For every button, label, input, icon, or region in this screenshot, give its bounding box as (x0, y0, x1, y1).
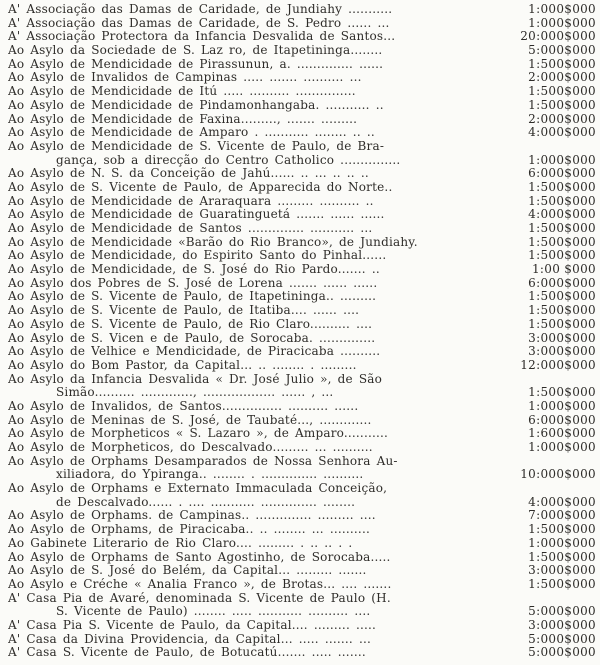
entry-amount: 1:500$000 (528, 385, 596, 400)
entry-amount: 1:000$000 (528, 152, 596, 167)
entry-amount: 1:00 $000 (531, 262, 596, 277)
ledger-row (8, 509, 596, 523)
ledger-row (8, 551, 596, 565)
entry-amount: 1:500$000 (528, 303, 596, 318)
entry-description: Ao Asylo da Infancia Desvalida « Dr. José Julio », de São (8, 372, 383, 386)
entry-amount: 4:000$000 (528, 207, 596, 222)
entry-amount: 5:000$000 (528, 43, 596, 58)
entry-description: Ao Asylo de S. Vicen e de Paulo, de Sorocaba. .............. (8, 331, 376, 345)
entry-description: Ao Asylo de Mendicidade de Pirassunun, a. .............. ...... (8, 57, 384, 71)
entry-description: A' Associação das Damas de Caridade, de S. Pedro ...... ... (8, 16, 390, 30)
entry-amount: 1:500$000 (528, 84, 596, 99)
entry-amount: 1:500$000 (528, 97, 596, 112)
ledger-row (8, 359, 596, 373)
entry-description: A' Associação das Damas de Caridade, de Jundiahy ........... (8, 3, 393, 16)
ledger-row (8, 208, 596, 222)
entry-description: Ao Asylo dos Pobres de S. José de Lorena ....... ...... ...... (8, 276, 378, 290)
entry-amount: 1:500$000 (528, 248, 596, 263)
entry-description: Ao Asylo de Orphams, de Piracicaba.. .. ........ ... .......... (8, 523, 370, 537)
ledger-row (8, 318, 596, 332)
ledger-row (8, 222, 596, 236)
ledger-row (8, 468, 596, 482)
ledger-row (8, 345, 596, 359)
ledger-row (8, 605, 596, 619)
entry-description: Ao Asylo de S. Vicente de Paulo, de Itatiba.... ...... .... (8, 304, 360, 318)
entry-amount: 1:500$000 (528, 56, 596, 71)
entry-description: A' Associação Protectora da Infancia Desvalida de Santos... (8, 30, 396, 44)
entry-description: A' Casa da Divina Providencia, da Capital... ..... ....... ... (8, 632, 371, 646)
ledger-row (8, 263, 596, 277)
ledger-row (8, 400, 596, 414)
ledger-row (8, 3, 596, 17)
entry-amount: 1:000$000 (528, 440, 596, 454)
entry-amount: 1:500$000 (528, 221, 596, 235)
ledger-row (8, 455, 596, 469)
entries-list (8, 3, 596, 660)
entry-description: A' Casa Pia S. Vicente de Paulo, da Capital.... ......... ..... (8, 618, 377, 632)
ledger-row (8, 44, 596, 58)
entry-description: A' Casa Pia de Avaré, denominada S. Vicente de Paulo (H. (8, 591, 391, 605)
ledger-row (8, 578, 596, 592)
entry-amount: 1:000$000 (528, 535, 596, 550)
ledger-row (8, 17, 596, 31)
ledger-row (8, 277, 596, 291)
entry-description: Ao Asylo de Mendicidade de S. Vicente de Paulo, de Bra- (8, 139, 385, 153)
entry-description: Ao Asylo de Orphams. de Campinas.. .............. ......... .... (8, 509, 376, 523)
entry-description: Ao Gabinete Literario de Rio Claro.... ......... . .. .. . . (8, 536, 353, 550)
ledger-row (8, 482, 596, 496)
entry-description: de Descalvado...... . .... ........... .............. ........ (56, 495, 356, 509)
entry-description: Ao Asylo de Mendicidade, de S. José do Rio Pardo....... .. (8, 263, 380, 277)
ledger-row (8, 386, 596, 400)
ledger-row (8, 154, 596, 168)
entry-amount: 6:000$000 (528, 275, 596, 290)
entry-description: Ao Asylo e Créche « Analia Franco », de Brotas... .... ....... (8, 577, 392, 591)
ledger-row (8, 290, 596, 304)
entry-description: Ao Asylo de Mendicidade de Itú ..... .......... ............... (8, 85, 356, 99)
ledger-row (8, 537, 596, 551)
ledger-row (8, 373, 596, 387)
ledger-row (8, 85, 596, 99)
entry-description: Ao Asylo de Orphams Desamparados de Nossa Senhora Au- (8, 454, 398, 468)
ledger-row (8, 414, 596, 428)
entry-description: xiliadora, do Ypiranga.. ........ . .............. .......... (56, 468, 364, 482)
ledger-row (8, 71, 596, 85)
entry-amount: 3:000$000 (528, 344, 596, 359)
entry-amount: 1:500$000 (528, 549, 596, 564)
entry-amount: 6:000$000 (528, 166, 596, 181)
entry-amount: 1:000$000 (528, 398, 596, 413)
entry-amount: 3:000$000 (528, 617, 596, 632)
ledger-row (8, 30, 596, 44)
entry-description: Ao Asylo de N. S. da Conceição de Jahú...... .. ... .. .. .. (8, 167, 369, 181)
entry-description: Ao Asylo de S. Vicente de Paulo, de Itapetininga.. ......... (8, 290, 377, 304)
entry-amount: 1:500$000 (528, 179, 596, 194)
entry-description: Ao Asylo de Mendicidade de Pindamonhangaba. ........... .. (8, 98, 384, 112)
entry-amount: 12:000$000 (520, 357, 596, 372)
entry-amount: 5:000$000 (528, 631, 596, 646)
entry-description: Ao Asylo de S. Vicente de Paulo, de Apparecida do Norte.. (8, 180, 393, 194)
ledger-row (8, 99, 596, 113)
entry-description: Ao Asylo de Orphams e Externato Immaculada Conceição, (8, 482, 388, 496)
ledger-row (8, 496, 596, 510)
entry-description: S. Vicente de Paulo) ........ ..... ........... .......... .... (56, 605, 371, 619)
ledger-row (8, 441, 596, 455)
entry-description: Ao Asylo de Mendicidade «Barão do Rio Branco», de Jundiahy. (8, 235, 418, 249)
ledger-row (8, 113, 596, 127)
entry-amount: 4:000$000 (528, 494, 596, 509)
ledger-row (8, 140, 596, 154)
entry-amount: 3:000$000 (528, 330, 596, 345)
ledger-row (8, 427, 596, 441)
entry-description: Simão.......... ............., .................. ...... , ... (56, 386, 334, 400)
entry-description: Ao Asylo do Bom Pastor, da Capital... .. ........ . ......... (8, 358, 357, 372)
entry-amount: 1:500$000 (528, 522, 596, 537)
ledger-row (8, 619, 596, 633)
ledger-row (8, 181, 596, 195)
entry-description: gança, sob a direcção do Centro Catholico ............... (56, 153, 401, 167)
entry-amount: 1:500$000 (528, 289, 596, 304)
entry-description: Ao Asylo de Invalidos de Campinas ..... ....... .......... ... (8, 71, 362, 85)
ledger-row (8, 304, 596, 318)
entry-description: Ao Asylo de Orphams de Santo Agostinho, de Sorocaba..... (8, 550, 391, 564)
ledger-row (8, 195, 596, 209)
entry-amount: 1:500$000 (528, 316, 596, 331)
ledger-row (8, 523, 596, 537)
entry-amount: 1:000$000 (528, 15, 596, 30)
entry-amount: 1:500$000 (528, 576, 596, 591)
entry-description: Ao Asylo de Mendicidade de Faxina........., ....... ......... (8, 112, 358, 126)
entry-amount: 3:000$000 (528, 563, 596, 578)
entry-description: Ao Asylo da Sociedade de S. Laz ro, de Itapetininga........ (8, 44, 383, 58)
entry-description: Ao Asylo de Morpheticos, do Descalvado......... ... .......... (8, 441, 373, 454)
ledger-row (8, 236, 596, 250)
entry-description: Ao Asylo de Meninas de S. José, de Taubaté..., ............. (8, 413, 372, 427)
entry-description: Ao Asylo de Mendicidade de Araraquara ......... .......... .. (8, 194, 374, 208)
entry-amount: 2:000$000 (528, 111, 596, 126)
ledger-row (8, 167, 596, 181)
entry-amount: 5:000$000 (528, 604, 596, 619)
entry-description: Ao Asylo de Morpheticos « S. Lazaro », de Amparo........... (8, 427, 389, 441)
entry-description: Ao Asylo de Mendicidade de Amparo . ........... ........ .. .. (8, 126, 375, 140)
entry-amount: 1:500$000 (528, 234, 596, 249)
entry-amount: 1:000$000 (528, 2, 596, 16)
entry-description: Ao Asylo de Invalidos, de Santos............... .......... ...... (8, 399, 359, 413)
ledger-row (8, 249, 596, 263)
entry-amount: 4:000$000 (528, 125, 596, 140)
ledger-row (8, 633, 596, 647)
ledger-row (8, 646, 596, 660)
entry-amount: 2:000$000 (528, 70, 596, 85)
entry-description: Ao Asylo de S. José do Belém, da Capital... ......... ....... (8, 564, 367, 578)
ledger-row (8, 58, 596, 72)
entry-description: Ao Asylo de Mendicidade de Guaratinguetá ....... ...... ...... (8, 208, 385, 222)
entry-amount: 10:000$000 (520, 467, 596, 482)
ledger-row (8, 332, 596, 346)
entry-amount: 1:500$000 (528, 193, 596, 208)
entry-description: Ao Asylo de Mendicidade, do Espirito Santo do Pinhal...... (8, 249, 387, 263)
entry-description: Ao Asylo de Velhice e Mendicidade, de Piracicaba .......... (8, 345, 381, 359)
entry-description: Ao Asylo de S. Vicente de Paulo, de Rio Claro.......... .... (8, 317, 373, 331)
ledger-row (8, 592, 596, 606)
ledger-row (8, 564, 596, 578)
ledger-row (8, 126, 596, 140)
entry-description: Ao Asylo de Mendicidade de Santos .............. ........... ... (8, 222, 373, 235)
entry-description: A' Casa S. Vicente de Paulo, de Botucatú....... ..... ....... (8, 646, 366, 660)
entry-amount: 1:600$000 (528, 426, 596, 441)
entry-amount: 5:000$000 (528, 645, 596, 660)
entry-amount: 6:000$000 (528, 412, 596, 427)
entry-amount: 20:000$000 (520, 29, 596, 44)
entry-amount: 7:000$000 (528, 508, 596, 523)
